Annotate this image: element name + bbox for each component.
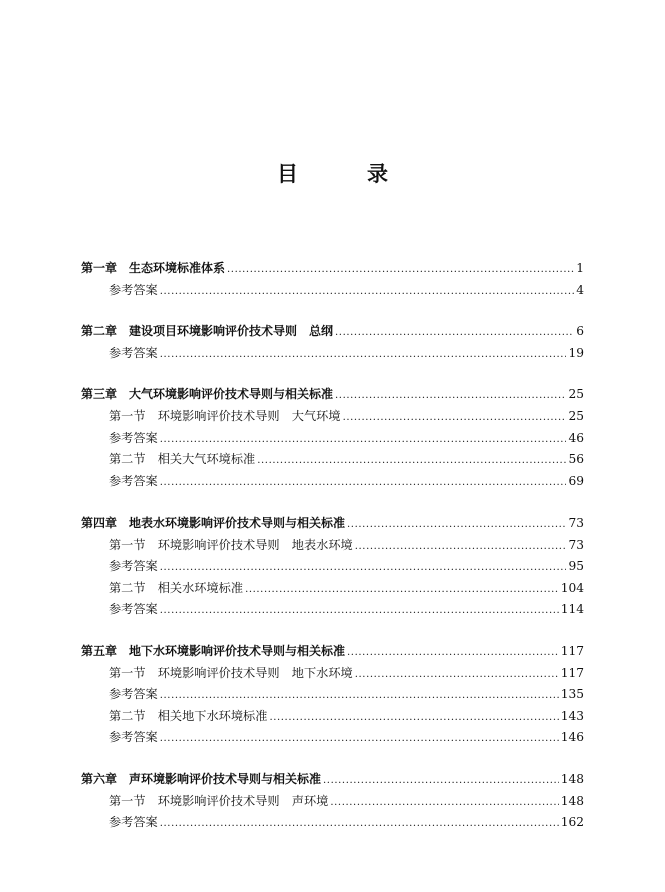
- dot-leader: [160, 729, 559, 749]
- toc-label: 第二节 相关地下水环境标准: [109, 709, 268, 723]
- toc-answers[interactable]: [109, 280, 584, 300]
- toc-page-number: 135: [560, 687, 584, 701]
- dot-leader: [343, 408, 567, 428]
- toc-page-number: 6: [576, 324, 584, 338]
- toc-section[interactable]: [109, 535, 584, 555]
- toc-section[interactable]: [109, 663, 584, 683]
- toc-section[interactable]: [109, 706, 584, 726]
- toc-label: 参考答案: [109, 602, 158, 616]
- dot-leader: [347, 515, 566, 535]
- toc-page-number: 162: [560, 815, 584, 829]
- toc-page-number: 117: [560, 666, 584, 680]
- toc-page-number: 73: [568, 516, 584, 530]
- toc-answers[interactable]: [109, 556, 584, 576]
- toc-section[interactable]: [109, 578, 584, 598]
- toc-answers[interactable]: [109, 428, 584, 448]
- toc-page-number: 56: [568, 452, 584, 466]
- toc-page-number: 69: [568, 474, 584, 488]
- toc-chapter-1[interactable]: [81, 258, 584, 278]
- dot-leader: [160, 558, 567, 578]
- toc-label: 第三章 大气环境影响评价技术导则与相关标准: [81, 387, 334, 401]
- dot-leader: [160, 282, 574, 302]
- toc-label: 第一节 环境影响评价技术导则 地表水环境: [109, 538, 353, 552]
- toc-chapter-3[interactable]: [81, 384, 584, 404]
- toc-label: 参考答案: [109, 559, 158, 573]
- dot-leader: [160, 473, 567, 493]
- toc-page-number: 4: [576, 283, 584, 297]
- toc-label: 参考答案: [109, 815, 158, 829]
- toc-label: 第六章 声环境影响评价技术导则与相关标准: [81, 772, 322, 786]
- dot-leader: [160, 601, 559, 621]
- toc-page-number: 143: [560, 709, 584, 723]
- dot-leader: [257, 451, 566, 471]
- toc-section[interactable]: [109, 791, 584, 811]
- dot-leader: [245, 580, 559, 600]
- toc-chapter-5[interactable]: [81, 641, 584, 661]
- dot-leader: [160, 686, 559, 706]
- dot-leader: [160, 430, 567, 450]
- toc-label: 第二节 相关大气环境标准: [109, 452, 256, 466]
- page-title: 目 录: [277, 162, 412, 186]
- toc-chapter-4[interactable]: [81, 513, 584, 533]
- toc-page-number: 104: [560, 581, 584, 595]
- toc-answers[interactable]: [109, 727, 584, 747]
- toc-label: 第四章 地表水环境影响评价技术导则与相关标准: [81, 516, 346, 530]
- toc-label: 参考答案: [109, 346, 158, 360]
- toc-answers[interactable]: [109, 599, 584, 619]
- toc-label: 第一节 环境影响评价技术导则 声环境: [109, 794, 329, 808]
- toc-chapter-6[interactable]: [81, 769, 584, 789]
- toc-label: 第一章 生态环境标准体系: [81, 261, 226, 275]
- toc-page-number: 73: [568, 538, 584, 552]
- dot-leader: [160, 345, 567, 365]
- toc-page-number: 148: [560, 794, 584, 808]
- dot-leader: [335, 323, 574, 343]
- toc-label: 参考答案: [109, 283, 158, 297]
- toc-label: 第一节 环境影响评价技术导则 大气环境: [109, 409, 341, 423]
- dot-leader: [269, 708, 558, 728]
- toc-answers[interactable]: [109, 343, 584, 363]
- toc-answers[interactable]: [109, 812, 584, 832]
- toc-page-number: 1: [576, 261, 584, 275]
- toc-answers[interactable]: [109, 471, 584, 491]
- toc-page-number: 146: [560, 730, 584, 744]
- toc-page-number: 117: [560, 644, 584, 658]
- dot-leader: [323, 771, 559, 791]
- dot-leader: [355, 537, 567, 557]
- toc-label: 第二章 建设项目环境影响评价技术导则 总纲: [81, 324, 334, 338]
- toc-chapter-2[interactable]: [81, 321, 584, 341]
- toc-label: 第一节 环境影响评价技术导则 地下水环境: [109, 666, 353, 680]
- dot-leader: [347, 643, 559, 663]
- toc-page-number: 114: [560, 602, 584, 616]
- toc-page-number: 19: [568, 346, 584, 360]
- toc-page-number: 46: [568, 431, 584, 445]
- toc-answers[interactable]: [109, 684, 584, 704]
- toc-section[interactable]: [109, 406, 584, 426]
- toc-page-number: 25: [568, 409, 584, 423]
- toc-label: 第五章 地下水环境影响评价技术导则与相关标准: [81, 644, 346, 658]
- toc-label: 参考答案: [109, 730, 158, 744]
- toc-page-number: 148: [560, 772, 584, 786]
- toc-page-number: 25: [568, 387, 584, 401]
- toc-section[interactable]: [109, 449, 584, 469]
- dot-leader: [335, 386, 566, 406]
- toc-label: 第二节 相关水环境标准: [109, 581, 244, 595]
- dot-leader: [355, 665, 559, 685]
- toc-label: 参考答案: [109, 474, 158, 488]
- dot-leader: [160, 814, 559, 834]
- dot-leader: [227, 260, 574, 280]
- toc-label: 参考答案: [109, 431, 158, 445]
- dot-leader: [330, 793, 558, 813]
- toc-label: 参考答案: [109, 687, 158, 701]
- toc-page-number: 95: [568, 559, 584, 573]
